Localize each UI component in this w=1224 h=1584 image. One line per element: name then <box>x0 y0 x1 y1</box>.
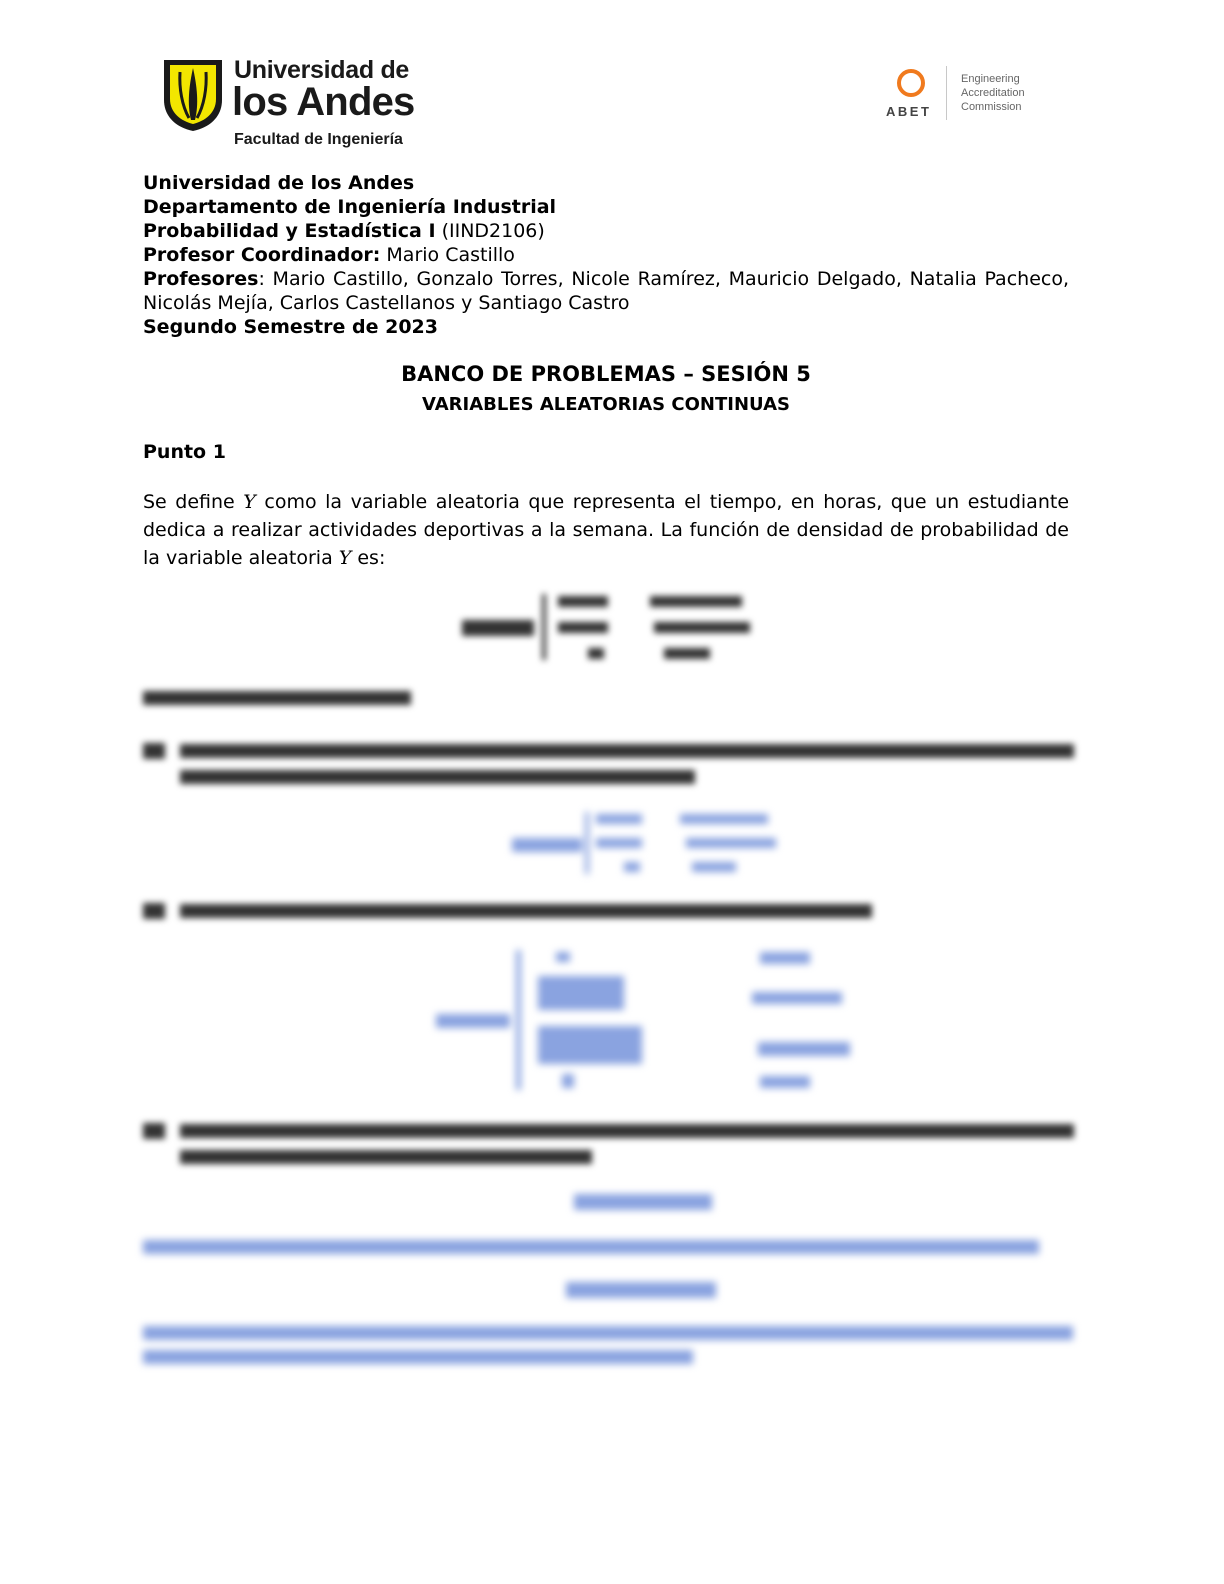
coordinator-label: Profesor Coordinador: <box>143 244 381 266</box>
uniandes-logo-line2: los Andes <box>232 80 415 124</box>
course-name: Probabilidad y Estadística I <box>143 220 436 242</box>
abet-wordmark: ABET <box>886 104 932 119</box>
department-name: Departamento de Ingeniería Industrial <box>143 196 557 218</box>
variable-y: Y <box>243 491 256 513</box>
coordinator-name: Mario Castillo <box>386 244 515 266</box>
variable-y: Y <box>338 547 352 569</box>
punto-statement: Se define Y como la variable aleatoria que representa el tiempo, en horas, que un estudiante dedica a realizar actividades deportivas a la semana. La función de densidad de probabilidad de la variable aleatoria Y es: <box>143 491 1070 569</box>
document-subtitle: VARIABLES ALEATORIAS CONTINUAS <box>422 394 790 415</box>
university-name: Universidad de los Andes <box>143 172 415 194</box>
punto-heading: Punto 1 <box>143 441 226 463</box>
professors-names: : Mario Castillo, Gonzalo Torres, Nicole Ramírez, Mauricio Delgado, Natalia Pacheco, Nicolás Mejía, Carlos Castellanos y Santiago Castro <box>143 268 1069 314</box>
uniandes-logo-line3: Facultad de Ingeniería <box>234 131 403 148</box>
semester: Segundo Semestre de 2023 <box>143 316 438 338</box>
uniandes-logo-line1: Universidad de <box>234 56 410 84</box>
document-title: BANCO DE PROBLEMAS – SESIÓN 5 <box>401 362 811 386</box>
course-header <box>143 171 1069 339</box>
uniandes-logo <box>162 54 415 154</box>
abet-commission: Engineering Accreditation Commission <box>961 73 1025 113</box>
course-code: (IIND2106) <box>441 220 545 242</box>
abet-logo <box>884 64 1054 124</box>
abet-ring-icon <box>896 66 926 100</box>
uniandes-crest-icon <box>162 56 224 132</box>
abet-divider <box>946 66 947 120</box>
professors-label: Profesores <box>143 268 259 290</box>
